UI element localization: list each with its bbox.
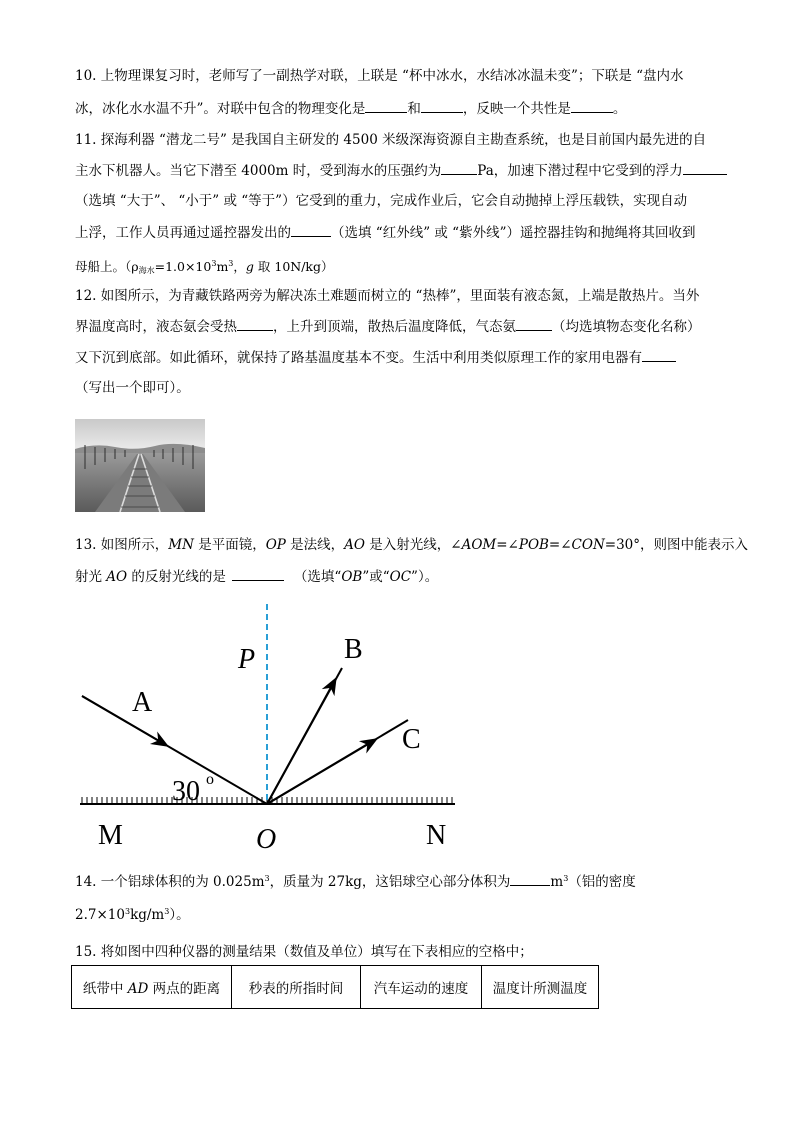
q13-text-2a: 射光 (75, 569, 107, 585)
q12-text-3: 又下沉到底部。如此循环，就保持了路基温度基本不变。生活中利用类似原理工作的家用电器有 (75, 350, 642, 366)
incident-ray-label: AO (344, 537, 365, 553)
q11-text-2b: Pa，加速下潜过程中它受到的浮力 (477, 163, 683, 179)
rho-subscript: 海水 (138, 266, 155, 275)
q10-text-2d: 。 (612, 101, 627, 117)
q14-text-2b: kg/m (130, 907, 165, 923)
answer-blank[interactable] (683, 162, 727, 175)
cell-text: 纸带中 (82, 981, 128, 997)
ray-ob-arrow (267, 680, 335, 804)
q11-text-5a: 母船上。（ρ (75, 259, 139, 274)
cell-text: 汽车运动的速度 (373, 981, 469, 997)
q11-text-5b: =1.0×10 (154, 259, 212, 274)
label-n: N (426, 820, 447, 851)
superscript: 3 (264, 874, 270, 883)
table-header-cell (232, 966, 361, 1009)
superscript: 3 (563, 874, 569, 883)
q11-line-3 (75, 193, 687, 209)
q13-text-1d: 是入射光线， (364, 537, 451, 553)
ray-oc-arrow (267, 740, 375, 804)
q11-line-5 (75, 256, 334, 279)
q12-text-4: （写出一个即可）。 (75, 380, 190, 396)
label-a: A (132, 687, 153, 718)
q14-text-1b: ，质量为 27kg，这铝球空心部分体积为 (269, 874, 511, 890)
incident-ray-label: AO (106, 569, 128, 585)
cell-text: 两点的距离 (148, 981, 221, 997)
cell-text-italic: AD (127, 981, 149, 997)
railway-heat-pipe-photo (75, 419, 205, 512)
q10-text-2c: ，反映一个共性是 (462, 101, 571, 117)
q13-text-2c: （选填“ (293, 569, 342, 585)
table-header-cell (482, 966, 599, 1009)
angle-equation: ∠AOM=∠POB=∠CON (450, 537, 605, 553)
superscript: 3 (228, 259, 234, 268)
q10-line-2 (75, 100, 626, 117)
q13-text-1b: 是平面镜， (193, 537, 266, 553)
option-ob: OB (341, 569, 363, 585)
option-oc: OC (389, 569, 412, 585)
table-row (72, 966, 599, 1009)
q14-text-1d: （铝的密度 (568, 874, 636, 890)
superscript: 3 (211, 259, 217, 268)
label-angle: 30 (172, 776, 200, 807)
q11-text-4a: 上浮，工作人员再通过遥控器发出的 (75, 225, 291, 241)
q12-text-1: 12. 如图所示，为青藏铁路两旁为解决冻土难题而树立的 “热棒”，里面装有液态氮，上端是散热片。当外 (75, 288, 700, 304)
measurement-table (71, 965, 599, 1009)
q14-line-2 (75, 904, 190, 923)
q14-text-2a: 2.7×10 (75, 907, 125, 923)
q11-text-5c: m (216, 259, 229, 274)
q11-text-5e: 取 10N/kg） (253, 259, 334, 274)
mirror-label: MN (168, 537, 194, 553)
q12-text-2b: ，上升到顶端，散热后温度降低，气态氨 (273, 319, 516, 335)
q11-line-1 (75, 132, 706, 148)
q13-text-2d: ”或“ (362, 569, 390, 585)
q13-text-1a: 13. 如图所示， (75, 537, 169, 553)
q10-text-1: 10. 上物理课复习时，老师写了一副热学对联，上联是 “杯中冰水，水结冰冰温未变”；下联是 “盘内水 (75, 68, 684, 84)
cell-text: 温度计所测温度 (492, 981, 588, 997)
answer-blank[interactable] (237, 318, 273, 331)
q15-line-1 (75, 944, 533, 960)
q14-text-1a: 14. 一个铝球体积的为 0.025m (75, 874, 265, 890)
q11-text-1: 11. 探海利器 “潜龙二号” 是我国自主研发的 4500 米级深海资源自主勘查系统，也是目前国内最先进的自 (75, 132, 707, 148)
q11-text-4b: （选填 “红外线” 或 “紫外线”）遥控器挂钩和抛绳将其回收到 (331, 225, 696, 241)
q10-text-2b: 和 (407, 101, 421, 117)
q12-line-4 (75, 380, 190, 396)
label-m: M (98, 820, 123, 851)
q11-text-2a: 主水下机器人。当它下潜至 4000m 时，受到海水的压强约为 (75, 163, 442, 179)
q11-line-2 (75, 162, 727, 179)
q13-text-1e: =30°，则图中能表示入 (604, 537, 749, 553)
answer-blank[interactable] (421, 100, 463, 113)
label-p: P (238, 644, 256, 675)
q12-line-2 (75, 318, 701, 335)
q12-line-3 (75, 349, 676, 366)
q14-text-1c: m (550, 874, 564, 890)
superscript: 3 (164, 907, 170, 916)
q13-text-2b: 的反射光线的是 (127, 569, 226, 585)
cell-text: 秒表的所指时间 (248, 981, 344, 997)
answer-blank[interactable] (365, 100, 407, 113)
q12-line-1 (75, 288, 699, 304)
q12-text-2c: （均选填物态变化名称） (552, 319, 701, 335)
q14-line-1 (75, 871, 636, 890)
label-degree: o (206, 771, 214, 788)
answer-blank[interactable] (291, 224, 331, 237)
answer-blank[interactable] (510, 873, 550, 886)
label-o: O (256, 824, 277, 855)
answer-blank[interactable] (232, 568, 284, 581)
normal-label: OP (265, 537, 286, 553)
answer-blank[interactable] (642, 349, 676, 362)
q12-text-2a: 界温度高时，液态氨会受热 (75, 319, 237, 335)
incident-arrow (82, 696, 166, 745)
q14-text-2c: ）。 (169, 907, 190, 923)
q13-line-1 (75, 537, 748, 553)
superscript: 3 (124, 907, 131, 916)
q13-line-2 (75, 568, 438, 585)
table-header-cell (72, 966, 232, 1009)
q11-line-4 (75, 224, 695, 241)
answer-blank[interactable] (571, 100, 613, 113)
q15-text-1: 15. 将如图中四种仪器的测量结果（数值及单位）填写在下表相应的空格中； (75, 944, 533, 960)
q11-text-5d: ， (233, 259, 246, 274)
answer-blank[interactable] (516, 318, 552, 331)
q11-text-3: （选填 “大于”、 “小于” 或 “等于”）它受到的重力，完成作业后，它会自动抛掉上浮压载铁，实现自动 (75, 193, 688, 209)
label-b: B (344, 634, 363, 665)
answer-blank[interactable] (441, 162, 477, 175)
table-header-cell (361, 966, 482, 1009)
q10-line-1 (75, 68, 684, 84)
reflection-diagram (70, 598, 470, 858)
q10-text-2a: 冰，冰化水水温不升”。对联中包含的物理变化是 (75, 101, 366, 117)
label-c: C (402, 724, 421, 755)
g-symbol: g (245, 259, 254, 274)
q13-text-1c: 是法线， (285, 537, 345, 553)
q13-text-2e: ”）。 (411, 569, 439, 585)
